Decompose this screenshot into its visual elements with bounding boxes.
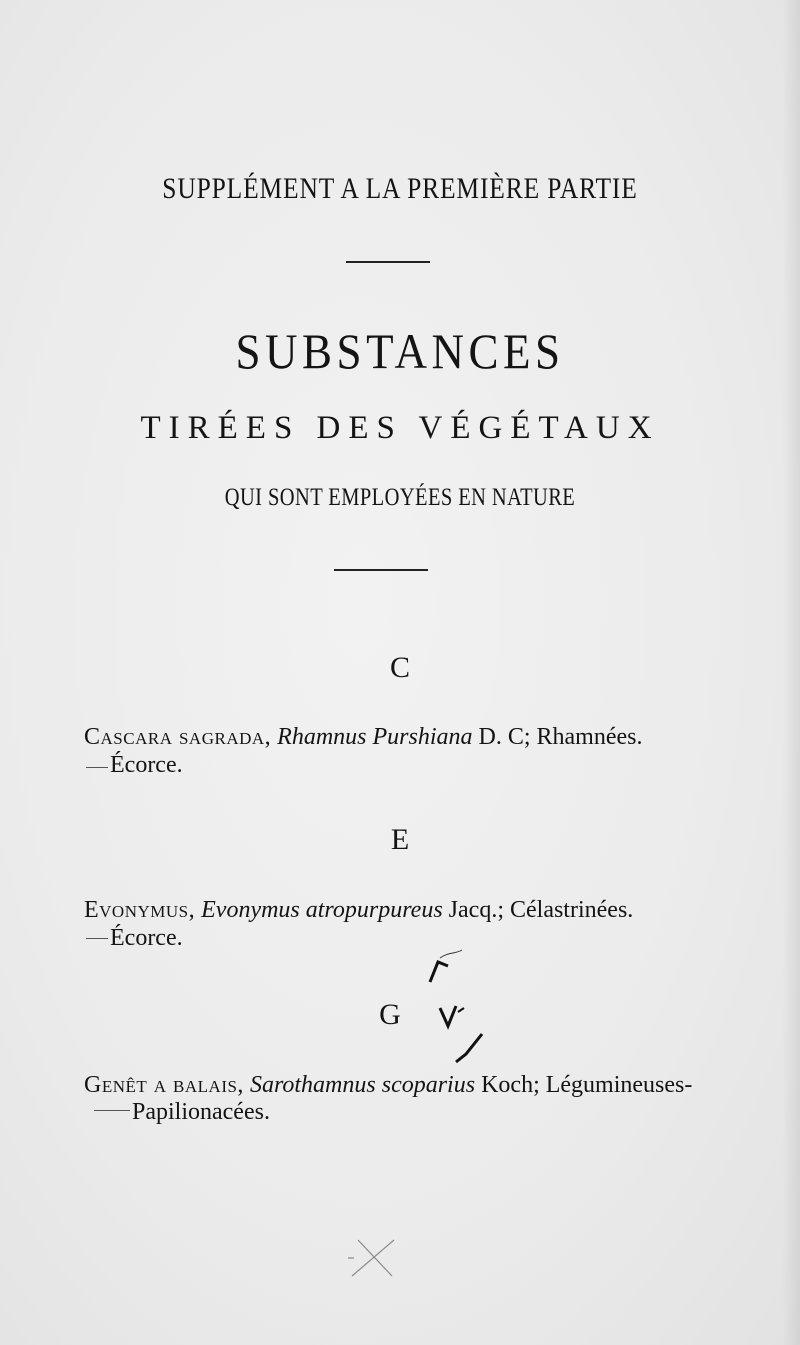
entry-latin: Evonymus atropurpureus — [201, 897, 443, 923]
entry-part: Écorce. — [110, 752, 183, 778]
page-subtitle: TIRÉES DES VÉGÉTAUX — [140, 410, 660, 446]
section-letter-c: C — [389, 651, 410, 684]
entry-name: Cascara sagrada, — [84, 724, 272, 750]
entry-cascara — [84, 720, 642, 754]
page-title: SUBSTANCES — [235, 323, 565, 379]
page-subtitle-2: QUI SONT EMPLOYÉES EN NATURE — [224, 484, 576, 511]
check-mark-icon — [452, 1032, 492, 1068]
dash-mark — [86, 938, 108, 939]
entry-rest: D. C; Rhamnées. — [472, 724, 643, 750]
check-mark-icon — [436, 1000, 476, 1036]
entry-latin: Sarothamnus scoparius — [249, 1072, 476, 1098]
section-letter-e: E — [390, 823, 410, 856]
dash-mark — [94, 1110, 130, 1111]
entry-name: Genêt a balais, — [84, 1072, 244, 1098]
entry-latin: Rhamnus Purshiana — [277, 724, 473, 750]
entry-name: Evonymus, — [84, 897, 196, 923]
entry-part: Écorce. — [110, 925, 183, 951]
section-letter-g: G — [379, 998, 401, 1031]
cross-mark-icon — [348, 1236, 398, 1280]
entry-evonymus — [84, 893, 633, 927]
entry-rest: Jacq.; Célastrinées. — [442, 897, 634, 923]
entry-part: Papilionacées. — [132, 1099, 270, 1125]
check-mark-icon — [418, 948, 468, 988]
entry-rest: Koch; Légumineuses- — [475, 1072, 693, 1098]
entry-genet — [84, 1068, 692, 1102]
title-rule-top — [346, 261, 430, 263]
dash-mark — [86, 767, 108, 768]
title-rule-bottom — [334, 569, 428, 571]
supplement-heading: SUPPLÉMENT A LA PREMIÈRE PARTIE — [162, 172, 638, 205]
